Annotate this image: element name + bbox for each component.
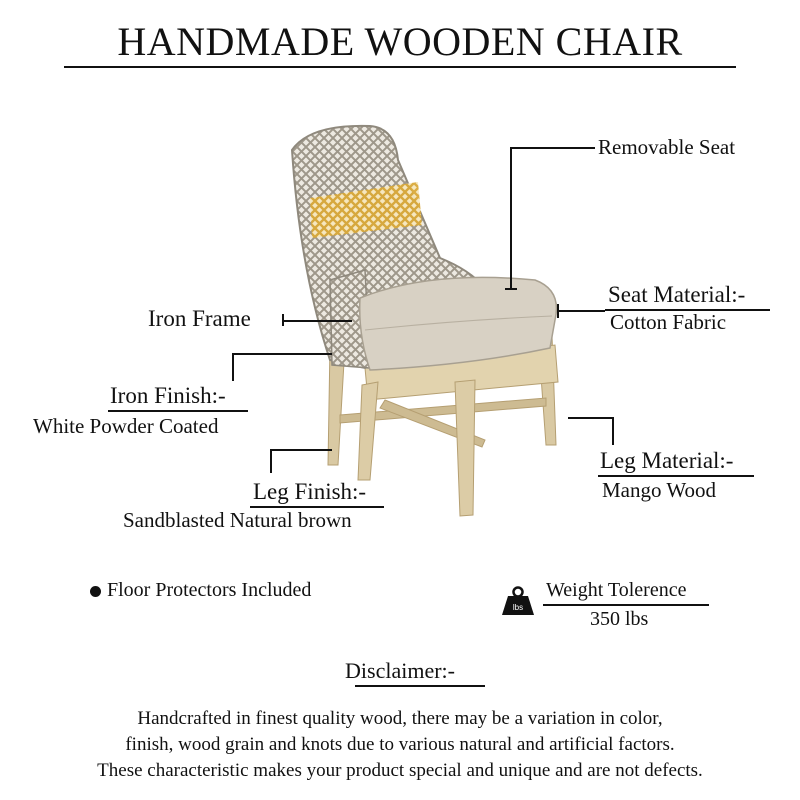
iron-finish-value: White Powder Coated: [33, 414, 219, 438]
bullet-icon: [90, 586, 101, 597]
removable-seat-label: Removable Seat: [598, 135, 736, 159]
disclaimer-line: finish, wood grain and knots due to various natural and artificial factors.: [125, 734, 675, 755]
leg-material-value: Mango Wood: [602, 478, 717, 502]
weight-underline: [543, 604, 709, 606]
floor-protectors-text: Floor Protectors Included: [107, 579, 312, 601]
iron-frame-leader-tick: [282, 314, 284, 326]
title-underline: [64, 66, 736, 68]
leg-finish-leader-v: [270, 449, 272, 473]
iron-finish-leader-v: [232, 353, 234, 381]
iron-finish-underline: [108, 410, 248, 412]
page-title: HANDMADE WOODEN CHAIR: [117, 19, 683, 64]
iron-frame-leader: [282, 320, 352, 322]
iron-finish-label: Iron Finish:-: [110, 383, 226, 408]
leg-material-underline: [598, 475, 754, 477]
removable-seat-leader-tick: [505, 288, 517, 290]
disclaimer-line: These characteristic makes your product special and unique and are not defects.: [97, 760, 703, 781]
leg-finish-label: Leg Finish:-: [253, 479, 367, 504]
iron-finish-leader-h: [232, 353, 332, 355]
seat-material-value: Cotton Fabric: [610, 310, 727, 334]
removable-seat-leader-v: [510, 147, 512, 289]
disclaimer-line: Handcrafted in finest quality wood, there may be a variation in color,: [137, 708, 663, 729]
leg-material-leader-v: [612, 417, 614, 445]
disclaimer-heading: Disclaimer:-: [345, 658, 455, 683]
leg-finish-leader-h: [270, 449, 332, 451]
weight-icon: [501, 586, 535, 616]
leg-material-label: Leg Material:-: [600, 448, 734, 473]
seat-material-leader: [557, 310, 605, 312]
disclaimer-underline: [355, 685, 485, 687]
leg-material-leader-h: [568, 417, 614, 419]
removable-seat-leader-h: [510, 147, 595, 149]
leg-finish-value: Sandblasted Natural brown: [123, 508, 352, 532]
weight-value: 350 lbs: [590, 608, 649, 630]
weight-label: Weight Tolerence: [546, 579, 687, 601]
seat-material-label: Seat Material:-: [608, 282, 746, 307]
weight-icon-text: lbs: [512, 603, 524, 612]
iron-frame-label: Iron Frame: [148, 306, 251, 331]
seat-material-leader-tick: [557, 304, 559, 318]
